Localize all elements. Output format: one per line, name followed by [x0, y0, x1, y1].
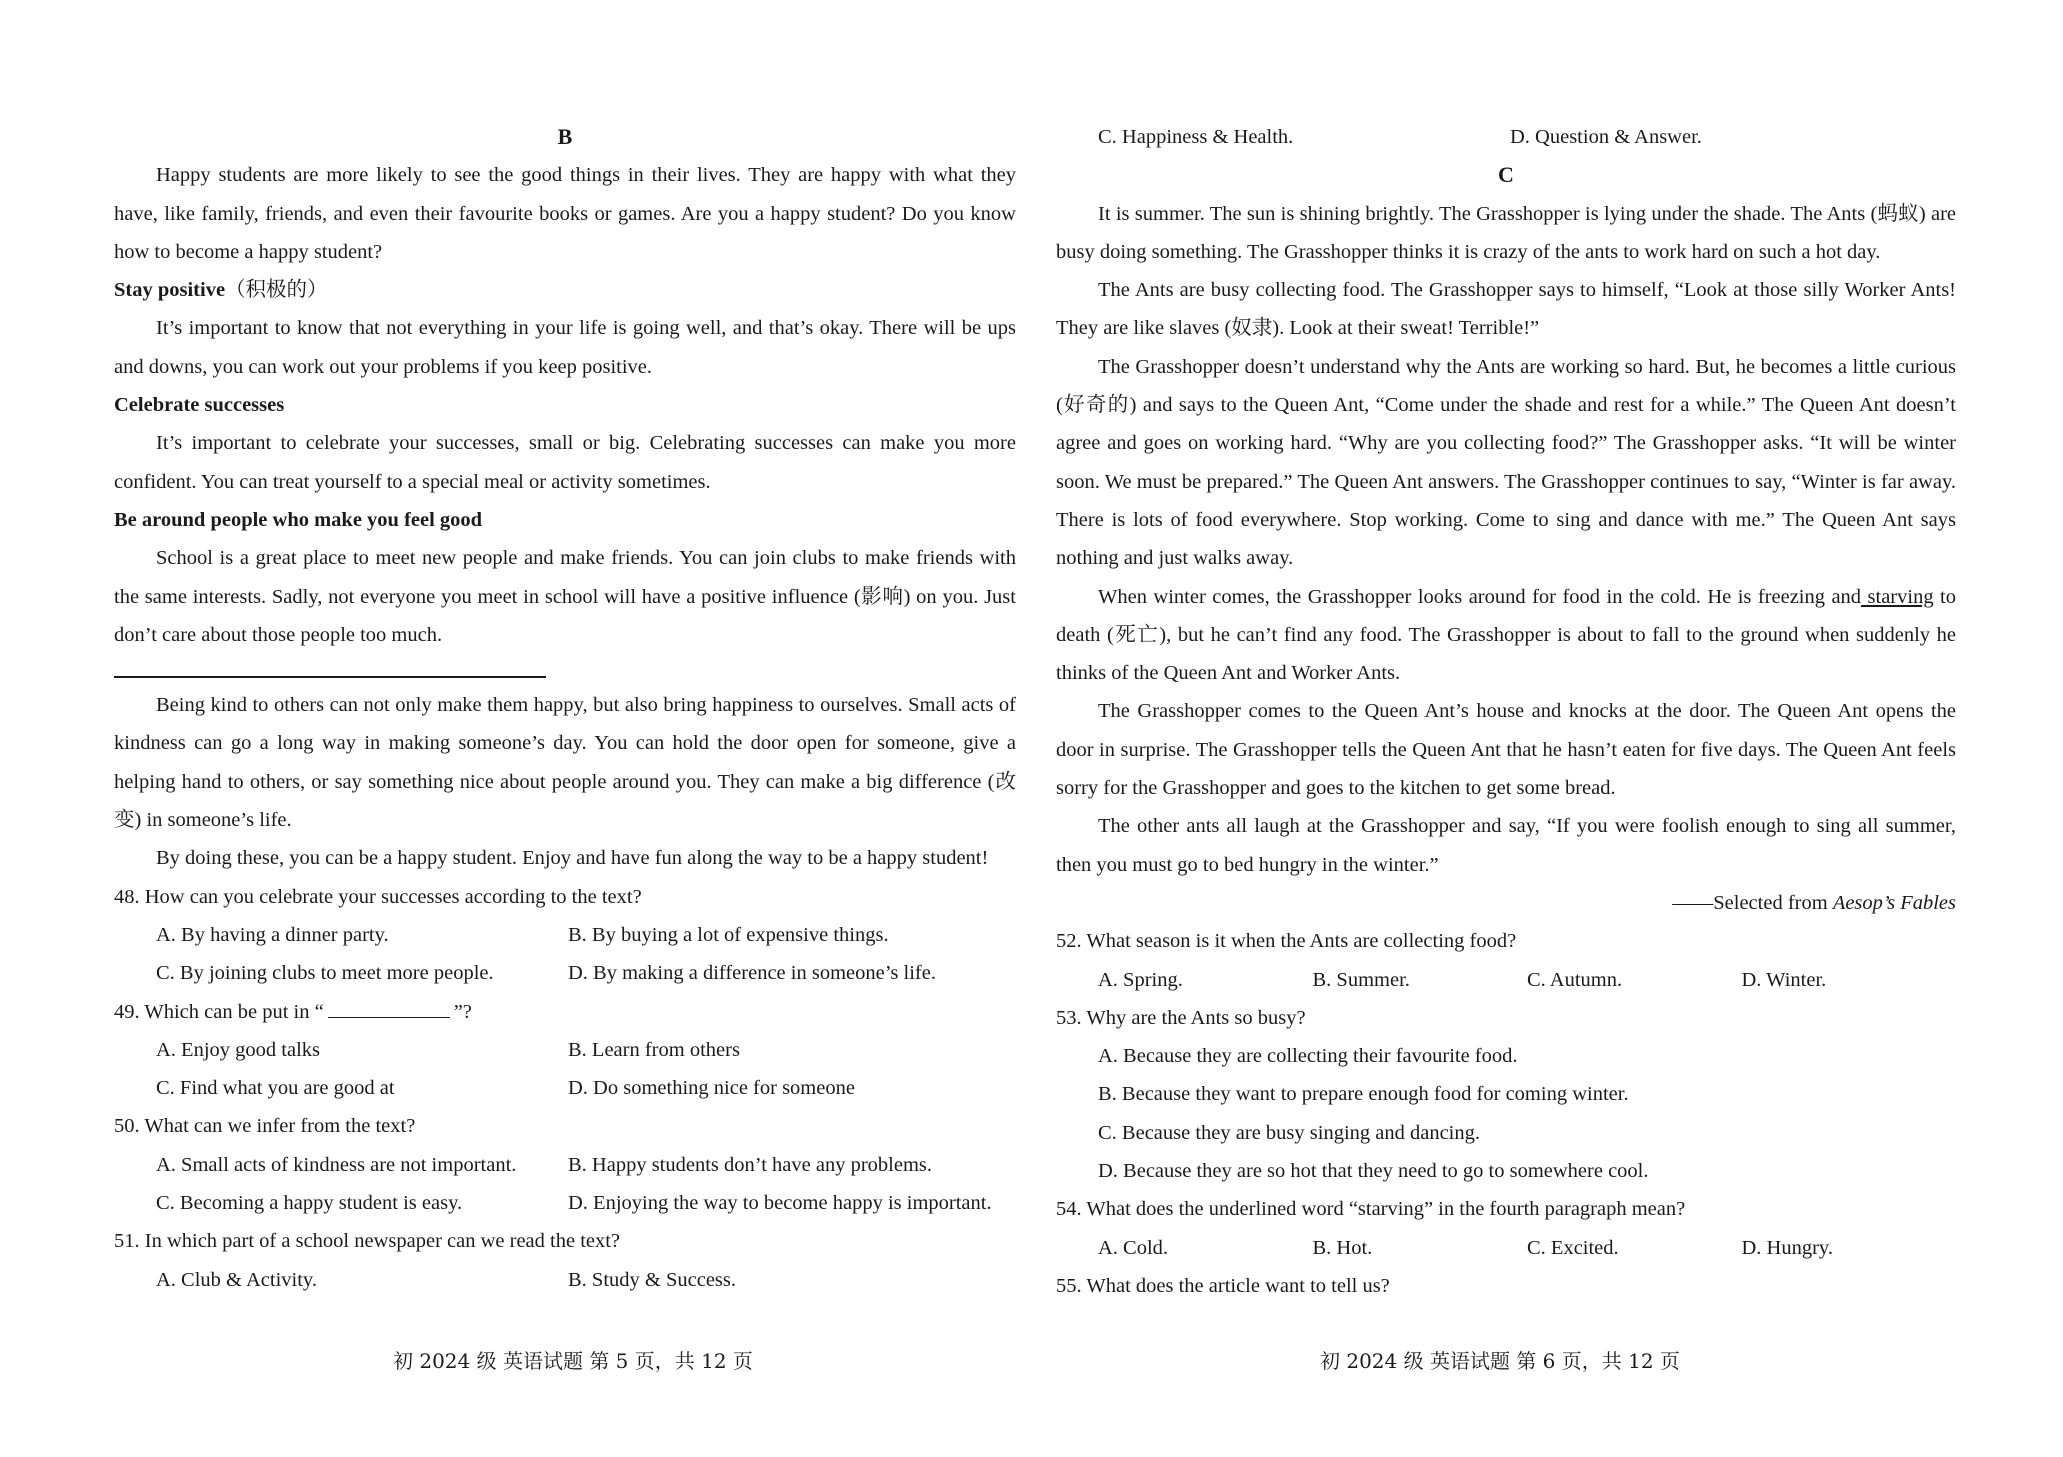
option-53d[interactable]: D. Because they are so hot that they need to go to somewhere cool. — [1098, 1160, 1649, 1183]
options-48-row2 — [114, 954, 1016, 992]
option-53b[interactable]: B. Because they want to prepare enough food for coming winter. — [1098, 1083, 1629, 1106]
question-49-pre: 49. Which can be put in “ — [114, 1000, 324, 1023]
page-footer-right: 初 2024 级 英语试题 第 6 页，共 12 页 — [1320, 1349, 1680, 1373]
options-50-row1 — [114, 1146, 1016, 1184]
story-paragraph-4-post: to death (死亡), but he can’t find any food. The Grasshopper is about to fall to the ground when suddenly he thinks of the Queen Ant and Worker Ants. — [1056, 585, 1956, 685]
option-54c[interactable]: C. Excited. — [1527, 1236, 1619, 1259]
question-48: 48. How can you celebrate your successes according to the text? — [114, 885, 642, 908]
right-page — [1056, 118, 1956, 1305]
option-54b[interactable]: B. Hot. — [1312, 1236, 1373, 1259]
options-48-row1 — [114, 916, 1016, 954]
paragraph-kindness: Being kind to others can not only make them happy, but also bring happiness to ourselves. Small acts of kindness can go a long way in making someone’s day. You can hold the door open for someone, give a helping hand to others, or say something nice about people around you. They can make a big difference (改变) in someone’s life. — [114, 694, 1016, 832]
story-paragraph-2: The Ants are busy collecting food. The Grasshopper says to himself, “Look at those silly Worker Ants! They are like slaves (奴隶). Look at their sweat! Terrible!” — [1056, 279, 1956, 340]
option-51c[interactable]: C. Happiness & Health. — [1098, 126, 1294, 148]
story-paragraph-4 — [1056, 578, 1956, 693]
options-51-row2 — [1056, 118, 1956, 156]
options-49-row1 — [114, 1031, 1016, 1069]
option-48a[interactable]: A. By having a dinner party. — [156, 923, 389, 946]
heading-text: Stay positive — [114, 279, 226, 302]
option-52b[interactable]: B. Summer. — [1312, 968, 1410, 991]
option-50c[interactable]: C. Becoming a happy student is easy. — [156, 1192, 463, 1215]
question-53: 53. Why are the Ants so busy? — [1056, 1006, 1306, 1029]
story-paragraph-3: The Grasshopper doesn’t understand why the Ants are working so hard. But, he becomes a little curious (好奇的) and says to the Queen Ant, “Come under the shade and rest for a while.” The Queen Ant doesn’t agree and goes on working hard. “Why are you collecting food?” The Grasshopper asks. “It will be winter soon. We must be prepared.” The Queen Ant answers. The Grasshopper continues to say, “Winter is far away. There is lots of food everywhere. Stop working. Come to sing and dance with me.” The Queen Ant says nothing and just walks away. — [1056, 355, 1956, 570]
option-51b[interactable]: B. Study & Success. — [568, 1268, 736, 1291]
options-54 — [1056, 1229, 1956, 1267]
options-51-row1 — [114, 1261, 1016, 1299]
paragraph-celebrate: It’s important to celebrate your successes, small or big. Celebrating successes can make you more confident. You can treat yourself to a special meal or activity sometimes. — [114, 432, 1016, 493]
option-53c[interactable]: C. Because they are busy singing and dancing. — [1098, 1121, 1481, 1144]
story-paragraph-1: It is summer. The sun is shining brightly. The Grasshopper is lying under the shade. The Ants (蚂蚁) are busy doing something. The Grasshopper thinks it is crazy of the ants to work hard on such a hot day. — [1056, 202, 1956, 263]
question-51: 51. In which part of a school newspaper can we read the text? — [114, 1230, 621, 1253]
option-52a[interactable]: A. Spring. — [1098, 968, 1183, 991]
story-paragraph-4-pre: When winter comes, the Grasshopper looks around for food in the cold. He is freezing and — [1098, 585, 1862, 608]
heading-note: （积极的） — [225, 279, 328, 302]
option-50a[interactable]: A. Small acts of kindness are not important. — [156, 1153, 517, 1176]
option-49a[interactable]: A. Enjoy good talks — [156, 1038, 320, 1061]
option-50d[interactable]: D. Enjoying the way to become happy is important. — [568, 1192, 992, 1215]
option-53a[interactable]: A. Because they are collecting their favourite food. — [1098, 1045, 1518, 1068]
question-49-post: ”? — [453, 1000, 472, 1023]
option-52c[interactable]: C. Autumn. — [1527, 968, 1623, 991]
missing-heading-blank — [114, 654, 546, 678]
source-prefix: ——Selected from — [1672, 891, 1833, 914]
option-48b[interactable]: B. By buying a lot of expensive things. — [568, 923, 889, 946]
page-footer-left: 初 2024 级 英语试题 第 5 页，共 12 页 — [393, 1349, 753, 1373]
question-50: 50. What can we infer from the text? — [114, 1115, 416, 1138]
underlined-word-starving: starving — [1861, 585, 1934, 608]
option-54d[interactable]: D. Hungry. — [1741, 1236, 1833, 1259]
story-paragraph-6: The other ants all laugh at the Grasshopper and say, “If you were foolish enough to sing all summer, then you must go to bed hungry in the winter.” — [1056, 815, 1956, 876]
paragraph-intro: Happy students are more likely to see the good things in their lives. They are happy with what they have, like family, friends, and even their favourite books or games. Are you a happy student? Do you know how to become a happy student? — [114, 164, 1016, 263]
question-55: 55. What does the article want to tell us? — [1056, 1274, 1390, 1297]
option-48d[interactable]: D. By making a difference in someone’s life. — [568, 962, 936, 985]
option-51d[interactable]: D. Question & Answer. — [1510, 126, 1702, 148]
question-49-blank — [328, 999, 450, 1018]
section-title-b: B — [557, 124, 573, 149]
source-book: Aesop’s Fables — [1832, 891, 1956, 914]
option-50b[interactable]: B. Happy students don’t have any problems. — [568, 1153, 933, 1176]
options-52 — [1056, 961, 1956, 999]
heading-celebrate: Celebrate successes — [114, 394, 285, 417]
question-49 — [114, 993, 1016, 1031]
paragraph-positive: It’s important to know that not everything in your life is going well, and that’s okay. There will be ups and downs, you can work out your problems if you keep positive. — [114, 317, 1016, 378]
question-52: 52. What season is it when the Ants are collecting food? — [1056, 930, 1517, 953]
option-49c[interactable]: C. Find what you are good at — [156, 1077, 395, 1100]
section-title-c: C — [1498, 162, 1514, 188]
option-48c[interactable]: C. By joining clubs to meet more people. — [156, 962, 494, 985]
story-source — [1056, 884, 1956, 922]
option-51a[interactable]: A. Club & Activity. — [156, 1268, 317, 1291]
heading-stay-positive — [114, 271, 1016, 309]
story-paragraph-5: The Grasshopper comes to the Queen Ant’s house and knocks at the door. The Queen Ant opens the door in surprise. The Grasshopper tells the Queen Ant that he hasn’t eaten for five days. The Queen Ant feels sorry for the Grasshopper and goes to the kitchen to get some bread. — [1056, 700, 1956, 800]
option-49b[interactable]: B. Learn from others — [568, 1038, 740, 1061]
paragraph-conclusion: By doing these, you can be a happy student. Enjoy and have fun along the way to be a happy student! — [156, 847, 989, 870]
option-52d[interactable]: D. Winter. — [1741, 968, 1827, 991]
option-54a[interactable]: A. Cold. — [1098, 1236, 1169, 1259]
options-49-row2 — [114, 1069, 1016, 1107]
options-50-row2 — [114, 1184, 1016, 1222]
option-49d[interactable]: D. Do something nice for someone — [568, 1077, 855, 1100]
heading-people: Be around people who make you feel good — [114, 508, 483, 531]
paragraph-people: School is a great place to meet new people and make friends. You can join clubs to make friends with the same interests. Sadly, not everyone you meet in school will have a positive influence (影响) on you. Just don’t care about those people too much. — [114, 547, 1016, 646]
left-page — [114, 118, 1016, 1299]
question-54: 54. What does the underlined word “starving” in the fourth paragraph mean? — [1056, 1198, 1686, 1221]
